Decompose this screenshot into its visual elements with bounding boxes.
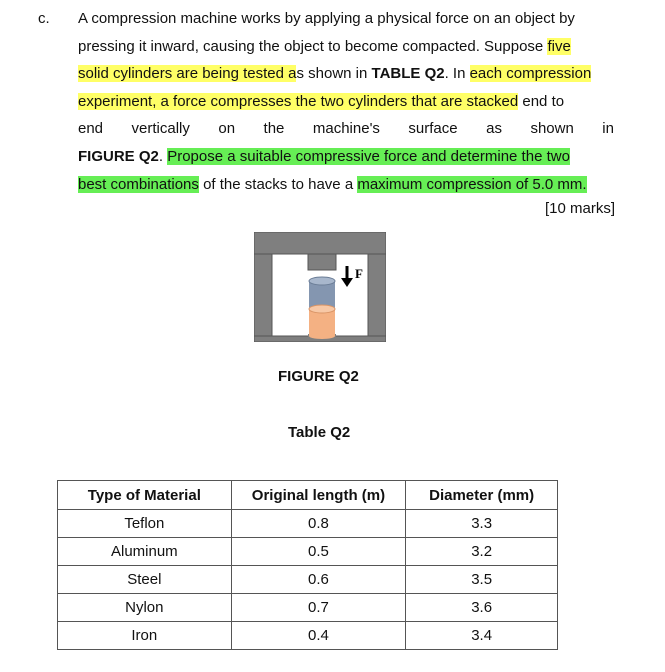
marks-label: [10 marks] [544,200,615,217]
figure-caption: FIGURE Q2 [278,368,359,385]
diameter-cell: 3.5 [406,566,558,594]
header-diameter: Diameter (mm) [406,481,558,510]
text-run: experiment, a force compresses the two cylinders that are stacked [78,92,519,110]
material-cell: Aluminum [58,538,232,566]
bottom-cylinder [309,305,335,339]
table-caption: Table Q2 [288,424,351,441]
machine-frame-left [254,254,272,342]
text-run: FIGURE Q2 [78,147,159,165]
text-run: end [78,120,104,138]
diameter-cell: 3.2 [406,538,558,566]
question-line [78,62,614,90]
text-run: best combinations [78,175,199,193]
machine-frame-right [368,254,386,342]
text-run: . In [444,65,470,83]
diameter-cell: 3.6 [406,594,558,622]
text-run: the [263,120,285,138]
text-run: surface [408,120,458,138]
text-run: vertically [131,120,190,138]
compression-machine-diagram [254,232,386,342]
text-run: each compression [469,65,592,83]
diameter-cell: 3.4 [406,622,558,650]
question-line [78,90,614,118]
table-row [58,622,558,650]
table-row [58,538,558,566]
force-arrow-icon [341,266,353,287]
question-line [78,173,614,201]
text-run: TABLE Q2 [371,65,445,83]
text-run: of the stacks to have a [198,175,358,193]
press-plunger [308,254,336,270]
text-run: five [547,37,571,55]
force-label: F [355,266,363,281]
table-row [58,510,558,538]
materials-table [57,480,558,650]
text-run: A compression machine works by applying a physical force on an object by [78,10,575,27]
table-row [58,566,558,594]
table-header-row [58,481,558,510]
text-run: . [158,147,168,165]
text-run: on [218,120,236,138]
length-cell: 0.8 [231,510,406,538]
text-run: pressing it inward, causing the object to become compacted. Suppose [78,37,548,55]
length-cell: 0.5 [231,538,406,566]
diameter-cell: 3.3 [406,510,558,538]
header-length: Original length (m) [231,481,406,510]
length-cell: 0.6 [231,566,406,594]
question-text [78,7,614,200]
compression-machine-figure [254,232,386,342]
material-cell: Teflon [58,510,232,538]
material-cell: Steel [58,566,232,594]
text-run: solid cylinders are being tested a [78,65,297,83]
question-line [78,35,614,63]
text-run: in [602,120,614,138]
machine-frame-top [254,232,386,254]
question-line [78,7,614,35]
material-cell: Nylon [58,594,232,622]
material-cell: Iron [58,622,232,650]
length-cell: 0.4 [231,622,406,650]
table-row [58,594,558,622]
header-material: Type of Material [58,481,232,510]
text-run: end to [518,92,565,110]
text-run: Propose a suitable compressive force and determine the two [167,147,570,165]
text-run: s shown in [296,65,372,83]
question-line [78,117,614,145]
text-run: as [486,120,502,138]
question-label: c. [38,10,50,27]
length-cell: 0.7 [231,594,406,622]
text-run: shown [530,120,574,138]
question-line [78,145,614,173]
text-run: machine's [312,120,380,138]
text-run: maximum compression of 5.0 mm. [357,175,587,193]
